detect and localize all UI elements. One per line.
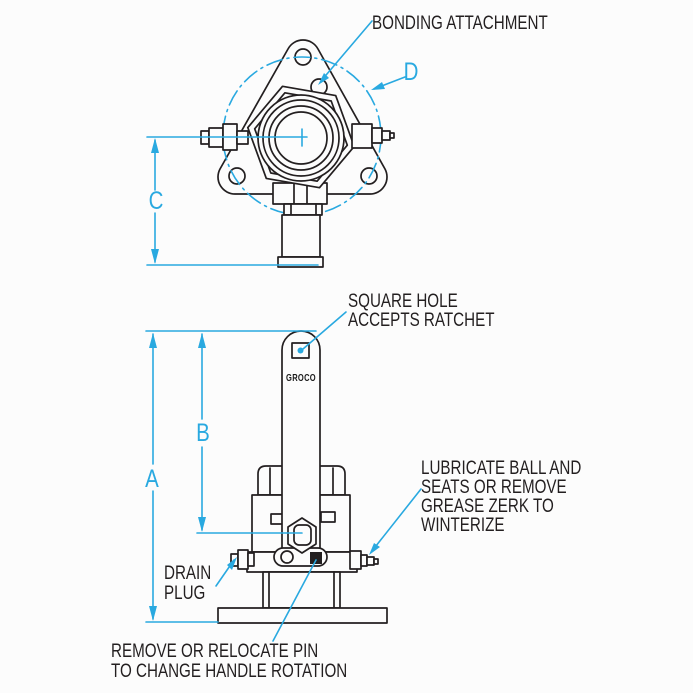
brand-logo: GROCO xyxy=(286,371,316,384)
grease-zerk-fitting-right xyxy=(352,124,394,148)
lubricate-label-line2: SEATS OR REMOVE xyxy=(421,475,567,498)
fitting-part xyxy=(374,559,378,564)
neck xyxy=(263,572,340,608)
arrowhead-up xyxy=(151,138,159,153)
arrowhead-d xyxy=(371,82,385,90)
drain-label-line1: DRAIN xyxy=(164,561,212,584)
leader-lubricate xyxy=(372,489,421,551)
dimension-letter-d: D xyxy=(403,57,419,86)
gland-nut-opening xyxy=(294,525,311,545)
remove-pin-label-line1: REMOVE OR RELOCATE PIN xyxy=(111,639,319,662)
fitting-part xyxy=(238,550,248,569)
grease-zerk-fitting xyxy=(350,551,378,569)
side-view xyxy=(218,331,387,623)
dimension-letter-b: B xyxy=(196,418,210,447)
bolt-hole-right xyxy=(361,168,377,184)
leader-dot xyxy=(298,348,304,354)
base-flange xyxy=(218,608,387,623)
arrowhead-down xyxy=(149,606,157,621)
fitting-part xyxy=(361,555,367,566)
drain-cylinder xyxy=(282,215,320,257)
pivot-hole xyxy=(281,551,293,563)
top-view xyxy=(147,40,394,267)
lubricate-label-line3: GREASE ZERK TO xyxy=(421,494,554,517)
arrowhead-up xyxy=(149,333,157,348)
body-slot-right xyxy=(321,512,335,522)
remove-pin-label-line2: TO CHANGE HANDLE ROTATION xyxy=(111,659,348,682)
fitting-part xyxy=(350,551,361,569)
bonding-label: BONDING ATTACHMENT xyxy=(372,11,548,34)
bore-circle-outer xyxy=(258,95,344,181)
fitting-part xyxy=(382,131,390,140)
dimension-letter-a: A xyxy=(145,464,159,493)
fitting-part xyxy=(352,124,372,148)
fitting-part xyxy=(367,557,374,565)
lubricate-label-line4: WINTERIZE xyxy=(421,513,505,536)
arrowhead-lubricate xyxy=(369,543,380,555)
square-hole-label-line2: ACCEPTS RATCHET xyxy=(348,308,495,331)
fitting-part xyxy=(372,128,382,143)
square-hole-label-line1: SQUARE HOLE xyxy=(348,289,458,312)
leader-bonding xyxy=(321,21,372,81)
fitting-part xyxy=(248,553,254,566)
fitting-part xyxy=(390,133,394,138)
drain-label-line2: PLUG xyxy=(164,581,206,604)
arrowhead-up xyxy=(198,333,206,348)
handle-rotation-pin xyxy=(310,552,322,564)
dimension-letter-c: C xyxy=(148,186,164,215)
arrowhead-down xyxy=(151,249,159,264)
arrowhead-down xyxy=(198,517,206,532)
lubricate-label-line1: LUBRICATE BALL AND xyxy=(421,456,582,479)
